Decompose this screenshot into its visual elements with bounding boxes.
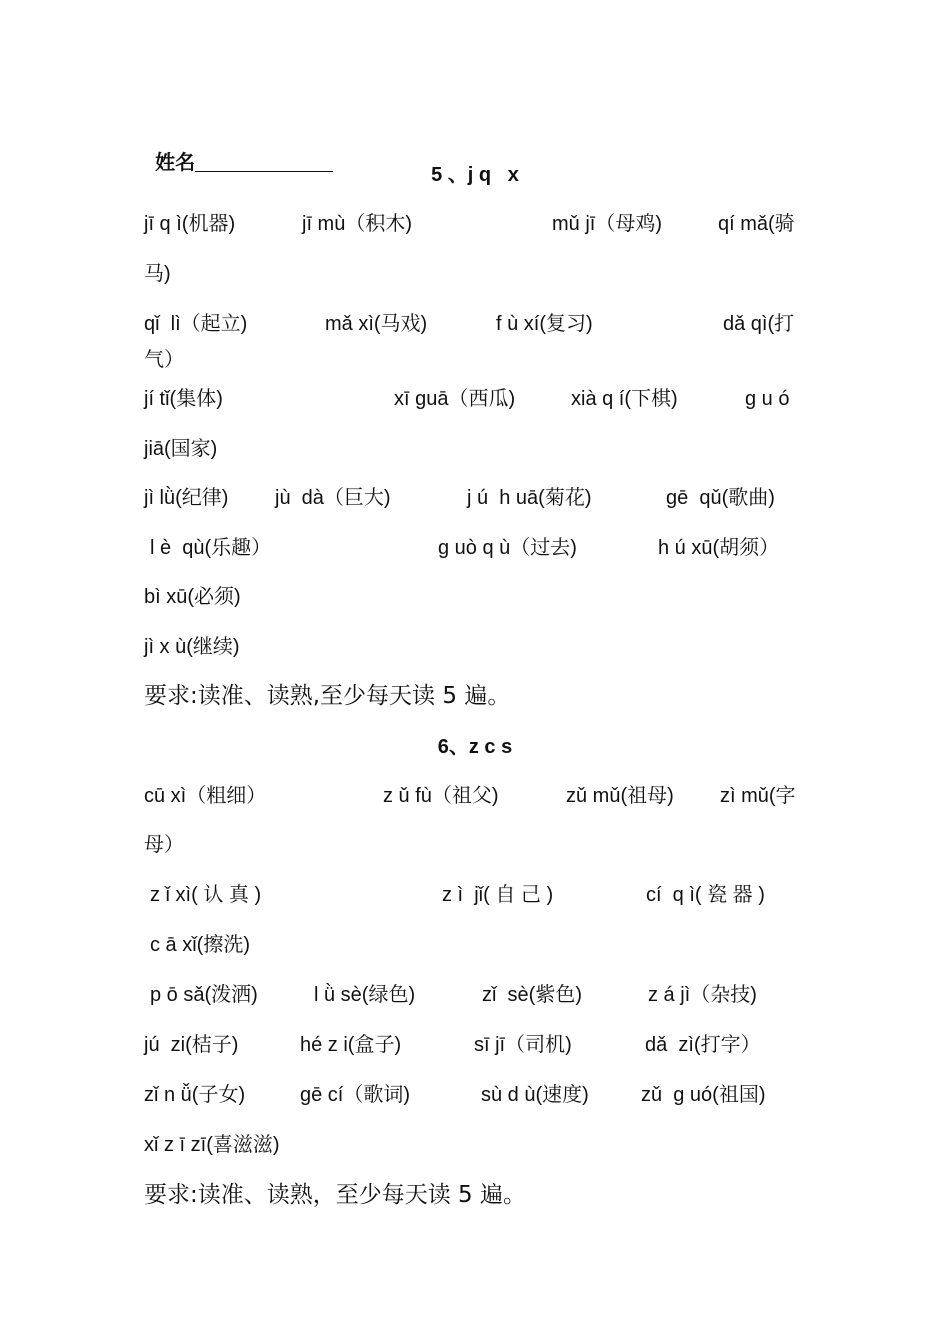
word-item: l ǜ sè(绿色) bbox=[314, 984, 416, 1006]
word-item: cí q ì( 瓷 器 ) bbox=[646, 884, 765, 906]
word-item: gē cí（歌词) bbox=[300, 1084, 411, 1106]
word-item: jì lǜ(纪律) bbox=[144, 487, 229, 509]
word-item: bì xū(必须) bbox=[144, 586, 241, 608]
word-item: jù dà（巨大) bbox=[275, 487, 391, 509]
word-item: qǐ lì（起立) bbox=[144, 313, 248, 335]
section-6-requirement: 要求:读准、读熟，至少每天读 5 遍。 bbox=[144, 1182, 527, 1208]
word-item: mǎ xì(马戏) bbox=[325, 313, 428, 335]
word-item: xǐ z ī zī(喜滋滋) bbox=[144, 1134, 280, 1156]
word-item: j ú h uā(菊花) bbox=[467, 487, 592, 509]
word-item: zǔ mǔ(祖母) bbox=[566, 785, 674, 807]
section-5-requirement: 要求:读准、读熟,至少每天读 5 遍。 bbox=[144, 683, 511, 709]
word-item: jiā(国家) bbox=[144, 438, 218, 460]
word-item: p ō sǎ(泼洒) bbox=[150, 984, 258, 1006]
word-item: z á jì（杂技) bbox=[648, 984, 757, 1006]
word-item: g uò q ù（过去) bbox=[438, 537, 577, 559]
word-item: cū xì（粗细） bbox=[144, 785, 267, 807]
word-item: qí mǎ(骑 bbox=[718, 213, 795, 235]
word-item: jī q ì(机器) bbox=[144, 213, 236, 235]
word-item: gē qǔ(歌曲) bbox=[666, 487, 775, 509]
name-label: 姓名 bbox=[155, 152, 196, 174]
word-item: jī mù（积木) bbox=[302, 213, 412, 235]
section-5-title: 5 、j q x bbox=[431, 164, 519, 186]
word-item: hé z i(盒子) bbox=[300, 1034, 402, 1056]
word-item: dǎ zì(打字） bbox=[645, 1034, 761, 1056]
word-item: g u ó bbox=[745, 388, 790, 410]
word-item: f ù xí(复习) bbox=[496, 313, 593, 335]
word-item: dǎ qì(打 bbox=[723, 313, 795, 335]
word-item: 母） bbox=[144, 834, 184, 856]
word-item: zǔ g uó(祖国) bbox=[641, 1084, 766, 1106]
section-6-title: 6、z c s bbox=[437, 736, 513, 758]
word-item: jí tǐ(集体) bbox=[144, 388, 223, 410]
word-item: z ì jǐ( 自 己 ) bbox=[442, 884, 554, 906]
word-item: zǐ n ǚ(子女) bbox=[144, 1084, 246, 1106]
word-item: jú zi(桔子) bbox=[144, 1034, 239, 1056]
word-item: zǐ sè(紫色) bbox=[482, 984, 582, 1006]
word-item: 气） bbox=[144, 349, 184, 371]
word-item: mǔ jī（母鸡) bbox=[552, 213, 662, 235]
word-item: h ú xū(胡须） bbox=[658, 537, 780, 559]
word-item: jì x ù(继续) bbox=[144, 636, 240, 658]
word-item: l è qù(乐趣） bbox=[150, 537, 272, 559]
word-item: 马) bbox=[144, 263, 171, 285]
word-item: z ǔ fù（祖父) bbox=[383, 785, 499, 807]
word-item: zì mǔ(字 bbox=[720, 785, 796, 807]
word-item: z ǐ xì( 认 真 ) bbox=[150, 884, 262, 906]
word-item: c ā xǐ(擦洗) bbox=[150, 934, 250, 956]
word-item: xī guā（西瓜) bbox=[394, 388, 516, 410]
word-item: xià q í(下棋) bbox=[571, 388, 678, 410]
word-item: sī jī（司机) bbox=[474, 1034, 572, 1056]
word-item: sù d ù(速度) bbox=[481, 1084, 589, 1106]
